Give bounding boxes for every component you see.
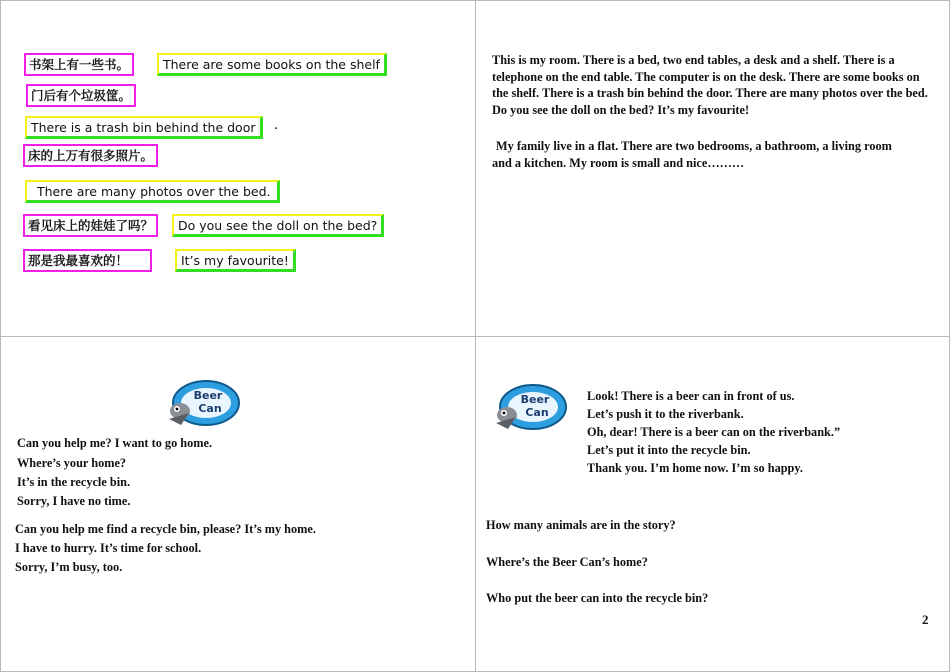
- panel-reading-text: [475, 0, 950, 337]
- dialog-line: Where’s your home?: [17, 456, 127, 470]
- badge-word-beer: Beer: [193, 389, 223, 402]
- story-line: Look! There is a beer can in front of us.: [587, 389, 795, 403]
- comprehension-question: Who put the beer can into the recycle bin?: [486, 591, 709, 605]
- comprehension-question: Where’s the Beer Can’s home?: [486, 555, 648, 569]
- comprehension-question: How many animals are in the story?: [486, 518, 676, 532]
- panel-beer-can-story: [475, 336, 950, 672]
- beer-can-character-icon: [163, 377, 243, 431]
- badge-word-can: Can: [198, 402, 222, 415]
- beer-can-character-icon: [490, 381, 570, 435]
- dialog-line: Sorry, I’m busy, too.: [15, 560, 123, 574]
- chinese-sentence-box: 看见床上的娃娃了吗？: [23, 214, 158, 237]
- panel-beer-can-dialogue: [0, 336, 476, 672]
- english-sentence-box: It’s my favourite!: [175, 249, 296, 272]
- dialog-line: Can you help me find a recycle bin, please? It’s my home.: [15, 522, 316, 536]
- badge-word-can: Can: [525, 406, 549, 419]
- story-line: Let’s push it to the riverbank.: [587, 407, 744, 421]
- page-number: 2: [922, 612, 929, 627]
- badge-word-beer: Beer: [520, 393, 550, 406]
- panel-vocabulary-matching: [0, 0, 476, 337]
- chinese-sentence-box: 门后有个垃圾筐。: [26, 84, 136, 107]
- chinese-sentence-box: 床的上万有很多照片。: [23, 144, 158, 167]
- trailing-period: .: [274, 118, 279, 133]
- english-sentence-box: There are some books on the shelf: [157, 53, 387, 76]
- family-description-paragraph: My family live in a flat. There are two bedrooms, a bathroom, a living room and a kitchen. My room is small and nice………: [492, 139, 892, 170]
- chinese-sentence-box: 那是我最喜欢的！: [23, 249, 152, 272]
- story-line: Let’s put it into the recycle bin.: [587, 443, 751, 457]
- chinese-sentence-box: 书架上有一些书。: [24, 53, 134, 76]
- dialog-line: It’s in the recycle bin.: [17, 475, 131, 489]
- english-sentence-box: There are many photos over the bed.: [25, 180, 280, 203]
- english-sentence-box: Do you see the doll on the bed?: [172, 214, 384, 237]
- story-line: Oh, dear! There is a beer can on the riverbank.”: [587, 425, 841, 439]
- dialog-line: I have to hurry. It’s time for school.: [15, 541, 202, 555]
- english-sentence-box: There is a trash bin behind the door: [25, 116, 263, 139]
- dialog-line: Can you help me? I want to go home.: [17, 436, 213, 450]
- room-description-paragraph: This is my room. There is a bed, two end tables, a desk and a shelf. There is a telephone on the end table. The computer is on the desk. There are some books on the shelf. There is a trash bin behind the door. There are many photos over the bed. Do you see the doll on the bed? It’s my favourite!: [492, 53, 928, 117]
- dialog-line: Sorry, I have no time.: [17, 494, 131, 508]
- story-line: Thank you. I’m home now. I’m so happy.: [587, 461, 803, 475]
